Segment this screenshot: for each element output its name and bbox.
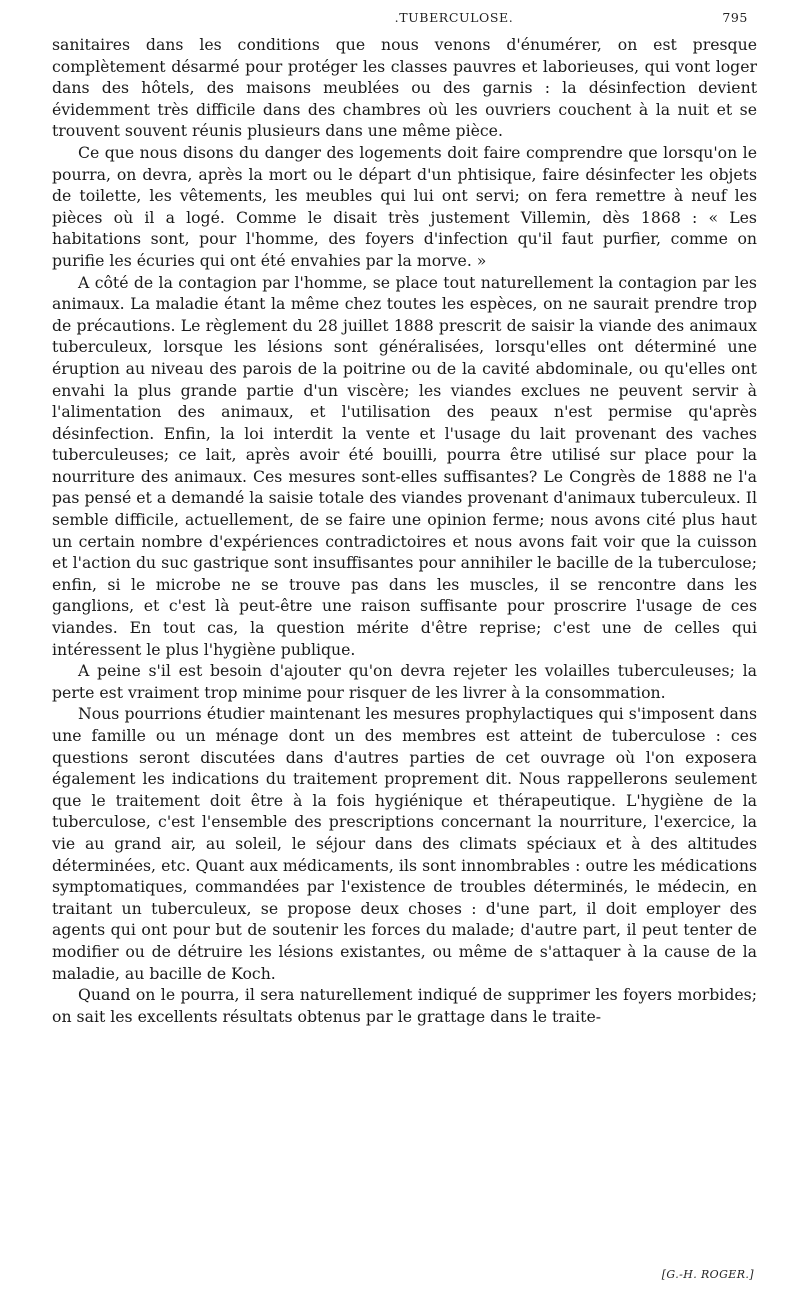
author-signature: [G.-H. ROGER.] <box>661 1268 754 1281</box>
paragraph: Nous pourrions étudier maintenant les mesures prophylactiques qui s'imposent dans une famille ou un ménage dont un des membres est atteint de tuberculose : ces questions seront discutées dans d'autres parties de cet ouvrage où l'on exposera également les indications du traitement proprement dit. Nous rappellerons seulement que le traitement doit être à la fois hygiénique et thérapeutique. L'hygiène de la tuberculose, c'est l'ensemble des prescriptions concernant la nourriture, l'exercice, la vie au grand air, au soleil, le séjour dans des climats spéciaux et à des altitudes déterminées, etc. Quant aux médicaments, ils sont innombrables : outre les médications symptomatiques, commandées par l'existence de troubles déterminés, le médecin, en traitant un tuberculeux, se propose deux choses : d'une part, il doit employer des agents qui ont pour but de soutenir les forces du malade; d'autre part, il peut tenter de modifier ou de détruire les lésions existantes, ou même de s'attaquer à la cause de la maladie, au bacille de Koch. <box>52 704 757 983</box>
paragraph: Quand on le pourra, il sera naturellement indiqué de supprimer les foyers morbides; on sait les excellents résultats obtenus par le grattage dans le traite- <box>52 985 757 1026</box>
paragraph: A peine s'il est besoin d'ajouter qu'on devra rejeter les volailles tuberculeuses; la perte est vraiment trop minime pour risquer de les livrer à la consommation. <box>52 661 757 702</box>
paragraph-continued: sanitaires dans les conditions que nous venons d'énumérer, on est presque complètement désarmé pour protéger les classes pauvres et laborieuses, qui vont loger dans des hôtels, des maisons meublées ou des garnis : la désinfection devient évidemment très difficile dans des chambres où les ouvriers couchent à la nuit et se trouvent souvent réunis plusieurs dans une même pièce. <box>52 35 757 141</box>
running-header <box>160 10 748 28</box>
page-number: 795 <box>722 10 748 25</box>
paragraph: A côté de la contagion par l'homme, se place tout naturellement la contagion par les animaux. La maladie étant la même chez toutes les espèces, on ne saurait prendre trop de précautions. Le règlement du 28 juillet 1888 prescrit de saisir la viande des animaux tuberculeux, lorsque les lésions sont généralisées, lorsqu'elles ont déterminé une éruption au niveau des parois de la poitrine ou de la cavité abdominale, ou qu'elles ont envahi la plus grande partie d'un viscère; les viandes exclues ne peuvent servir à l'alimentation des animaux, et l'utilisation des peaux n'est permise qu'après désinfection. Enfin, la loi interdit la vente et l'usage du lait provenant des vaches tuberculeuses; ce lait, après avoir été bouilli, pourra être utilisé sur place pour la nourriture des animaux. Ces mesures sont-elles suffisantes? Le Congrès de 1888 ne l'a pas pensé et a demandé la saisie totale des viandes provenant d'animaux tuberculeux. Il semble difficile, actuellement, de se faire une opinion ferme; nous avons cité plus haut un certain nombre d'expériences contradictoires et nous avons fait voir que la cuisson et l'action du suc gastrique sont insuffisantes pour annihiler le bacille de la tuberculose; enfin, si le microbe ne se trouve pas dans les muscles, il se rencontre dans les ganglions, et c'est là peut-être une raison suffisante pour proscrire l'usage de ces viandes. En tout cas, la question mérite d'être reprise; c'est une de celles qui intéressent le plus l'hygiène publique. <box>52 272 757 659</box>
body-text <box>52 34 757 1027</box>
paragraph: Ce que nous disons du danger des logements doit faire comprendre que lorsqu'on le pourra, on devra, après la mort ou le départ d'un phtisique, faire désinfecter les objets de toilette, les vêtements, les meubles qui lui ont servi; on fera remettre à neuf les pièces où il a logé. Comme le disait très justement Villemin, dès 1868 : « Les habitations sont, pour l'homme, des foyers d'infection qu'il faut purfier, comme on purifie les écuries qui ont été envahies par la morve. » <box>52 142 757 270</box>
running-title: .TUBERCULOSE. <box>394 10 514 25</box>
